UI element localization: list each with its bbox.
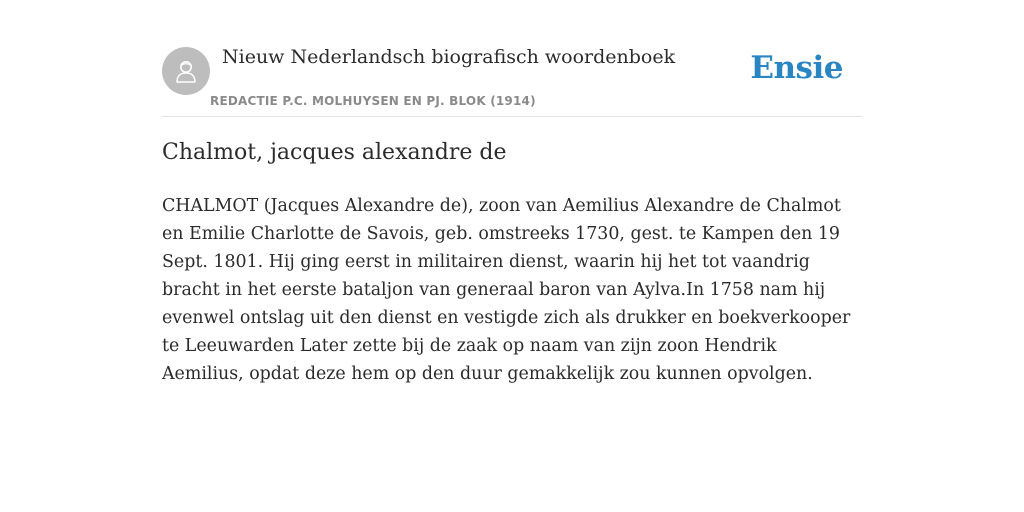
entry-card — [162, 0, 862, 384]
source-title[interactable]: Nieuw Nederlandsch biografisch woordenboek — [222, 46, 676, 68]
source-editors: REDACTIE P.C. MOLHUYSEN EN PJ. BLOK (1914) — [210, 94, 536, 108]
entry-body: CHALMOT (Jacques Alexandre de), zoon van Aemilius Alexandre de Chalmot en Emilie Charlotte de Savois, geb. omstreeks 1730, gest. te Kampen den 19 Sept. 1801. Hij ging eerst in militairen dienst, waarin hij het tot vaandrig bracht in het eerste bataljon van generaal baron van Aylva.In 1758 nam hij evenwel ontslag uit den dienst en vestigde zich als drukker en boekverkooper te Leeuwarden Later zette bij de zaak op naam van zijn zoon Hendrik Aemilius, opdat deze hem op den duur gemakkelijk zou kunnen opvolgen. — [162, 196, 851, 384]
source-header — [162, 0, 862, 117]
entry-title: Chalmot, jacques alexandre de — [162, 140, 507, 165]
user-icon — [172, 57, 200, 85]
ensie-logo[interactable]: Ensie — [750, 50, 843, 86]
source-avatar[interactable] — [162, 47, 210, 95]
